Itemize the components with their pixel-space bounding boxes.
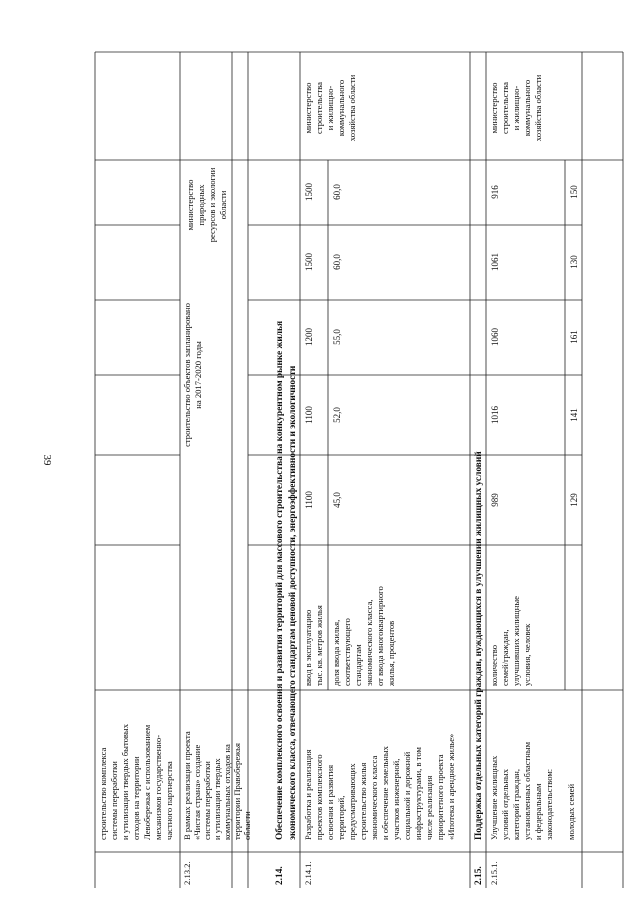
value-2141-a-2020: 1500 — [304, 183, 314, 201]
subvalue-2151-2017: 141 — [569, 408, 579, 422]
indicator-2141-a-line-2: тыс. кв. метров жилья — [314, 605, 324, 686]
measure-2132-line-6: территории Правобережья — [232, 743, 242, 840]
indicator-2151-line-3: улучшивших жилищные — [511, 596, 521, 686]
responsible-2151-line-4: коммунального — [522, 79, 532, 137]
measure-2141-line-4: территорий, — [336, 795, 346, 840]
value-2141-b-2016: 45,0 — [332, 492, 342, 508]
indicator-2141-b-line-4: экономического класса, — [364, 599, 374, 686]
subvalue-2151-2019: 130 — [569, 255, 579, 269]
row-2-14-1 — [303, 74, 456, 885]
responsible-cont-line-3: ресурсов и экологии — [207, 167, 217, 243]
responsible-2151-line-1: министерство — [489, 82, 499, 134]
responsible-2151-line-3: и жилищно- — [511, 85, 521, 131]
measure-2151-line-7: молодых семей — [566, 783, 576, 840]
indicator-2141-b-line-3: стандартам — [353, 644, 363, 686]
section-number: 2.14. — [275, 866, 285, 885]
measure-2151-line-5: и федеральным — [533, 783, 543, 840]
measure-cont-line-7: частного партнерства — [164, 761, 174, 840]
responsible-2151-line-2: строительства — [500, 82, 510, 134]
note-2132-line-1: строительство объектов запланировано — [182, 303, 192, 447]
page-number: 39 — [41, 454, 53, 466]
value-2151-2019: 1061 — [490, 253, 500, 271]
measure-2141-line-5: предусматривающих — [347, 763, 357, 840]
section-title-line-1: Обеспечение комплексного освоения и развития территорий для массового строительства на конкурентном рынке жилья — [275, 320, 285, 840]
value-2141-a-2016: 1100 — [304, 491, 314, 509]
value-2141-a-2017: 1100 — [304, 406, 314, 424]
value-2141-b-2017: 52,0 — [332, 407, 342, 423]
measure-2151-line-1: Улучшение жилищных — [489, 755, 499, 840]
measure-2141-line-8: и обеспечение земельных — [380, 746, 390, 840]
row-2-15-1 — [489, 74, 579, 885]
measure-2141-line-6: строительство жилья — [358, 762, 368, 840]
responsible-cont-line-1: министерство — [185, 179, 195, 231]
table-grid — [95, 52, 623, 888]
indicator-2141-b-line-5: от ввода многоквартирного — [375, 586, 385, 686]
value-2141-a-2019: 1500 — [304, 253, 314, 271]
responsible-2141-line-3: и жилищно- — [325, 85, 335, 131]
measure-2141-line-3: освоения и развития — [325, 764, 335, 840]
indicator-2151-line-2: семей/граждан, — [500, 629, 510, 686]
indicator-2141-b-line-6: жилья, процентов — [386, 620, 396, 686]
measure-cont-line-2: системы переработки — [109, 761, 119, 840]
responsible-cont-line-2: природных — [196, 184, 206, 226]
measure-2132-line-2: «Чистая страна» создание — [192, 744, 202, 840]
indicator-2141-b-line-1: доля ввода жилья, — [331, 619, 341, 686]
note-2132-line-2: на 2017-2020 годы — [193, 341, 203, 409]
value-2141-b-2019: 60,0 — [332, 254, 342, 270]
measure-2141-line-2: проектов комплексного — [314, 754, 324, 840]
measure-2141-line-7: экономического класса — [369, 755, 379, 840]
measure-2151-line-3: категорий граждан, — [511, 769, 521, 840]
value-2141-b-2020: 60,0 — [332, 184, 342, 200]
indicator-2141-a-line-1: ввод в эксплуатацию — [303, 609, 313, 686]
value-2151-2017: 1016 — [490, 406, 500, 424]
responsible-2141-line-4: коммунального — [336, 79, 346, 137]
measure-2132-line-4: и утилизации твердых — [212, 758, 222, 840]
responsible-2151-line-5: хозяйства области — [533, 74, 543, 142]
value-2141-a-2018: 1200 — [304, 328, 314, 346]
indicator-2151-line-4: условия, человек — [522, 623, 532, 686]
value-2141-b-2018: 55,0 — [332, 329, 342, 345]
value-2151-2016: 989 — [490, 493, 500, 507]
measure-2151-line-4: установленных областным — [522, 741, 532, 840]
measure-2141-line-10: социальной и дорожной — [402, 751, 412, 840]
responsible-2141-line-5: хозяйства области — [347, 74, 357, 142]
measure-2141-line-13: приоритетного проекта — [435, 754, 445, 840]
measure-2132-line-1: В рамках реализации проекта — [182, 731, 192, 840]
measure-2132-line-3: системы переработки — [202, 761, 212, 840]
measure-2151-line-2: условий отдельных — [500, 769, 510, 840]
measure-2151-line-6: законодательством: — [544, 768, 554, 840]
row-2-13-2 — [182, 303, 252, 885]
measure-cont-line-6: механизмов государственно- — [153, 734, 163, 840]
measure-2141-line-1: Разработка и реализация — [303, 749, 313, 840]
indicator-2151-line-1: количество — [489, 644, 499, 686]
measure-2141-line-12: числе реализация — [424, 775, 434, 840]
indicator-2141-b-line-2: соответствующего — [342, 618, 352, 686]
section-2-15 — [473, 451, 484, 885]
measure-2132-line-5: коммунальных отходов на — [222, 744, 232, 840]
section-title: Поддержка отдельных категорий граждан, нуждающихся в улучшении жилищных условий — [474, 451, 484, 840]
value-2151-2020: 916 — [490, 185, 500, 199]
measure-2141-line-11: инфраструктурами, в том — [413, 747, 423, 840]
measure-cont-line-5: Левобережья с использованием — [142, 724, 152, 840]
measure-2132-line-7: области — [242, 811, 252, 840]
value-2151-2018: 1060 — [490, 328, 500, 346]
row-number: 2.15.1. — [489, 861, 499, 885]
continuation-row — [98, 167, 228, 840]
measure-cont-line-4: отходов на территории — [131, 756, 141, 840]
section-title-line-2: экономического класса, отвечающего стандартам ценовой доступности, энергоэффективности и экологичности — [288, 365, 298, 840]
row-number: 2.14.1. — [303, 861, 313, 885]
section-2-14 — [274, 321, 298, 885]
subvalue-2151-2016: 129 — [569, 493, 579, 507]
responsible-2141-line-2: строительства — [314, 82, 324, 134]
responsible-2141-line-1: министерство — [303, 82, 313, 134]
measure-2141-line-9: участков инженерной, — [391, 758, 401, 840]
measure-2141-line-14: «Ипотека и арендное жилье» — [446, 733, 456, 840]
subvalue-2151-2018: 161 — [569, 330, 579, 344]
row-number: 2.13.2. — [182, 861, 192, 885]
section-number: 2.15. — [474, 866, 484, 885]
responsible-cont-line-4: области — [218, 190, 228, 220]
measure-cont-line-3: и утилизации твердых бытовых — [120, 723, 130, 840]
measure-cont-line-1: строительство комплекса — [98, 747, 108, 840]
subvalue-2151-2020: 150 — [569, 185, 579, 199]
